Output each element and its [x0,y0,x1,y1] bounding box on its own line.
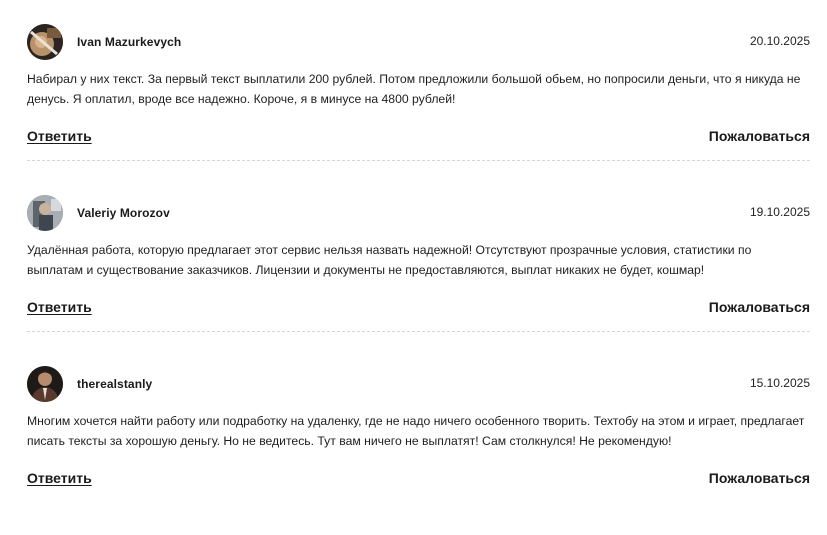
avatar[interactable] [27,195,63,231]
avatar[interactable] [27,24,63,60]
comment-author: Valeriy Morozov [77,206,170,220]
comment-item [27,193,810,364]
report-link[interactable]: Пожаловаться [708,470,810,486]
comment-actions [27,470,810,490]
comment-date: 15.10.2025 [749,376,810,390]
avatar[interactable] [27,366,63,402]
comment-item [27,364,810,535]
comment-item [27,22,810,193]
comment-text: Удалённая работа, которую предлагает этот сервис нельзя назвать надежной! Отсутствуют прозрачные условия, статистики по выплатам и существование заказчиков. Лицензии и документы не предоставляются, выплат никаких не будет, кошмар! [27,243,752,277]
report-link[interactable]: Пожаловаться [708,299,810,315]
comment-author: Ivan Mazurkevych [77,35,182,49]
comment-header [27,193,810,233]
comment-header [27,22,810,62]
comment-text: Набирал у них текст. За первый текст выплатили 200 рублей. Потом предложили большой обьем, но попросили деньги, что я никуда не денусь. Я оплатил, вроде все надежно. Короче, я в минусе на 4800 рублей! [27,72,801,106]
divider [27,160,810,161]
comment-actions [27,128,810,148]
comments-list [27,0,810,535]
comment-date: 19.10.2025 [749,205,810,219]
reply-link[interactable]: Ответить [27,128,92,144]
comment-date: 20.10.2025 [749,34,810,48]
reply-link[interactable]: Ответить [27,470,92,486]
divider [27,331,810,332]
report-link[interactable]: Пожаловаться [708,128,810,144]
comment-author: therealstanly [77,377,153,391]
comment-header [27,364,810,404]
reply-link[interactable]: Ответить [27,299,92,315]
comment-text: Многим хочется найти работу или подработку на удаленку, где не надо ничего особенного творить. Техтобу на этом и играет, предлагает писать тексты за хорошую деньгу. Но не ведитесь. Тут вам ничего не выплатят! Сам столкнулся! Не рекомендую! [27,414,805,448]
comment-actions [27,299,810,319]
